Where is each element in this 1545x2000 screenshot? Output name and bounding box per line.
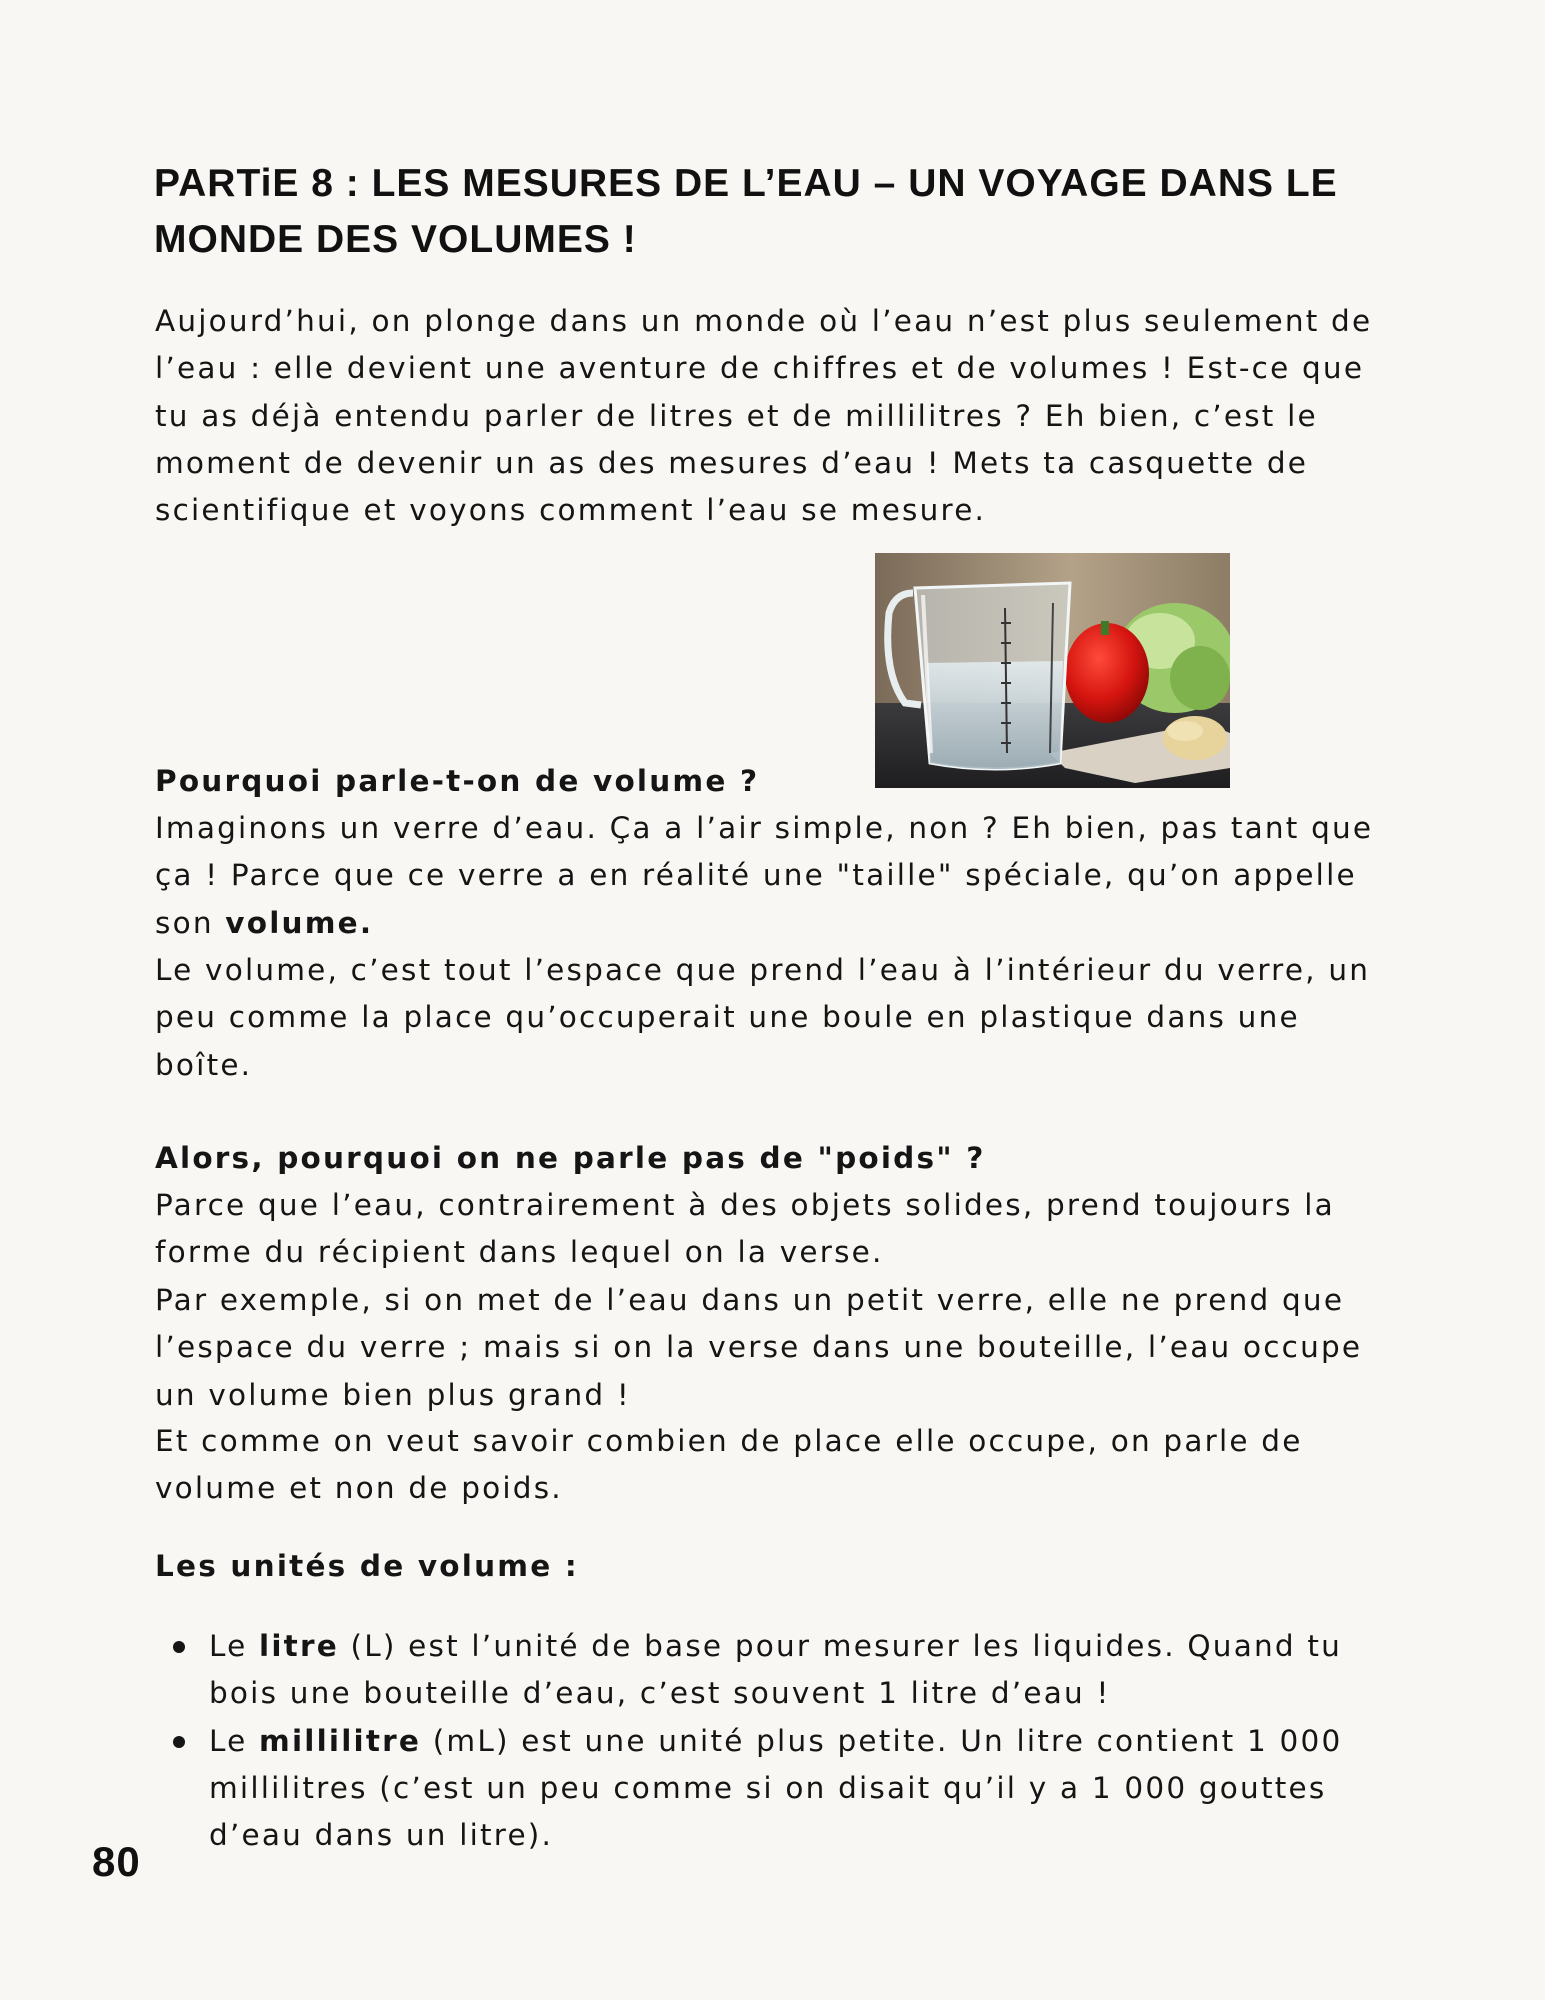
section-heading-weight: Alors, pourquoi on ne parle pas de "poids" ?	[155, 1141, 986, 1175]
page-number: 80	[92, 1838, 141, 1885]
section-heading-units: Les unités de volume :	[155, 1549, 579, 1583]
section-heading-volume: Pourquoi parle-t-on de volume ?	[155, 764, 760, 798]
units-list	[155, 1623, 1355, 1859]
list-item: Le millilitre (mL) est une unité plus petite. Un litre contient 1 000 millilitres (c’est un peu comme si on disait qu’il y a 1 000 gouttes d’eau dans un litre).	[155, 1718, 1355, 1860]
bullet-icon	[173, 1641, 185, 1653]
volume-paragraph-2: Le volume, c’est tout l’espace que prend l’eau à l’intérieur du verre, un peu comme la place qu’occuperait une boule en plastique dans une boîte.	[155, 953, 1371, 1082]
bullet-icon	[173, 1736, 185, 1748]
weight-paragraph-2: Par exemple, si on met de l’eau dans un petit verre, elle ne prend que l’espace du verre ; mais si on la verse dans une bouteille, l’eau occupe un volume bien plus grand !	[155, 1283, 1363, 1412]
weight-paragraph-1: Parce que l’eau, contrairement à des objets solides, prend toujours la forme du récipient dans lequel on la verse.	[155, 1188, 1335, 1270]
intro-paragraph: Aujourd’hui, on plonge dans un monde où l’eau n’est plus seulement de l’eau : elle devient une aventure de chiffres et de volumes ! Est-ce que tu as déjà entendu parler de litres et de millilitres ? Eh bien, c’est le moment de devenir un as des mesures d’eau ! Mets ta casquette de scientifique et voyons comment l’eau se mesure.	[155, 304, 1373, 528]
page-title: PARTiE 8 : LES MESURES DE L’EAU – UN VOYAGE DANS LE MONDE DES VOLUMES !	[154, 162, 1338, 261]
weight-paragraph-3: Et comme on veut savoir combien de place elle occupe, on parle de volume et non de poids.	[155, 1424, 1303, 1506]
measuring-cup-photo	[875, 553, 1230, 788]
volume-paragraph-1: Imaginons un verre d’eau. Ça a l’air simple, non ? Eh bien, pas tant que ça ! Parce que ce verre a en réalité une "taille" spéciale, qu’on appelle son volume.	[155, 811, 1374, 940]
list-item: Le litre (L) est l’unité de base pour mesurer les liquides. Quand tu bois une bouteille d’eau, c’est souvent 1 litre d’eau !	[155, 1623, 1355, 1718]
